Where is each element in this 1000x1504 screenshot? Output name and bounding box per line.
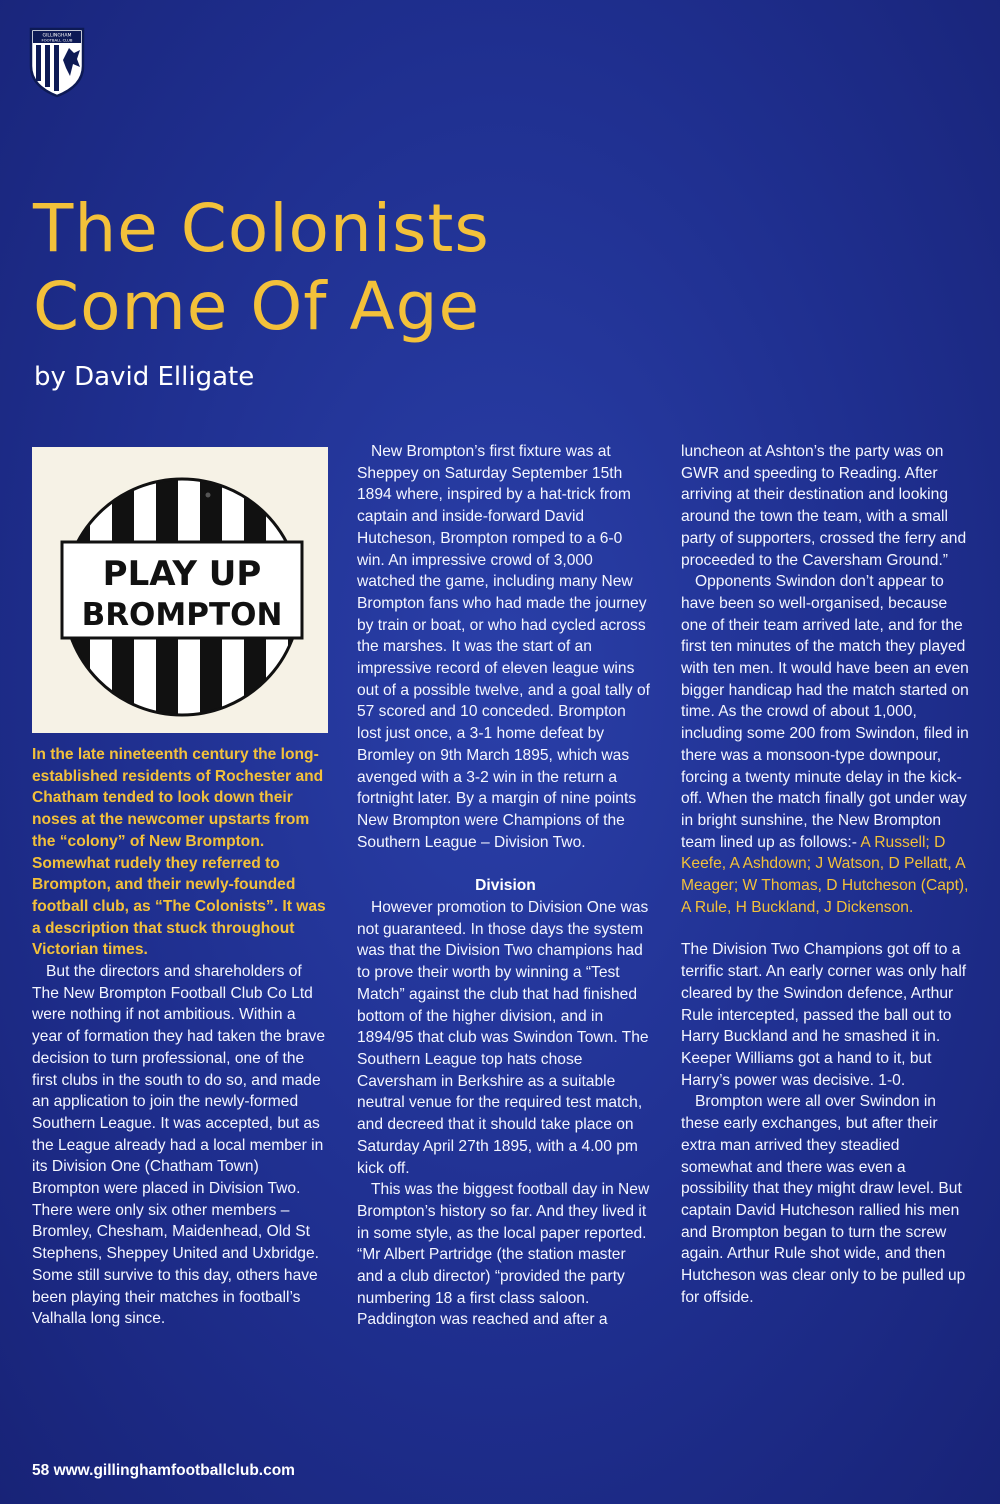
body-paragraph-3: However promotion to Division One was not guaranteed. In those days the system was that the Division Two champions had to prove their worth by winning a “Test Match” against the club that had finished bottom of the higher division, and in 1894/95 that club was Swindon Town. The Southern League top hats chose Caversham in Berkshire as a suitable neutral venue for the required test match, and decreed that it should take place on Saturday April 27th 1895, with a 4.00 pm kick off. <box>357 899 649 1177</box>
badge-line-1: PLAY UP <box>102 554 262 594</box>
byline: by David Elligate <box>34 362 255 392</box>
footer-url[interactable]: www.gillinghamfootballclub.com <box>53 1462 295 1479</box>
title-line-2: Come Of Age <box>33 268 481 345</box>
body-paragraph-6 <box>681 571 971 918</box>
club-crest-icon <box>28 26 86 98</box>
article-column-1 <box>32 744 328 1330</box>
badge-line-2: BROMPTON <box>81 597 283 633</box>
article-column-3 <box>681 441 971 1308</box>
page-number: 58 <box>32 1462 50 1479</box>
page-footer <box>32 1462 295 1480</box>
body-paragraph-2: New Brompton’s first fixture was at Sheppey on Saturday September 15th 1894 where, inspired by a hat-trick from captain and inside-forward David Hutcheson, Brompton romped to a 6-0 win. An impressive crowd of 3,000 watched the game, including many New Brompton fans who had made the journey by train or boat, or who had cycled across the marshes. It was the start of an impressive record of eleven league wins out of a possible twelve, and a goal tally of 57 scored and 10 conceded. Brompton lost just once, a 3-1 home defeat by Bromley on 9th March 1895, which was avenged with a 3-2 win in the return a fortnight later. By a margin of nine points New Brompton were Champions of the Southern League – Division Two. <box>357 443 650 851</box>
body-paragraph-1: But the directors and shareholders of The New Brompton Football Club Co Ltd were nothing if not ambitious. Within a year of formation they had taken the brave decision to turn professional, one of the first clubs in the south to do so, and made an application to join the newly-formed Southern League. It was accepted, but as the League already had a local member in its Division One (Chatham Town) Brompton were placed in Division Two. There were only six other members – Bromley, Chesham, Maidenhead, Old St Stephens, Sheppey United and Uxbridge. Some still survive to this day, others have been playing their matches in football’s Valhalla long since. <box>32 963 325 1328</box>
body-paragraph-7: The Division Two Champions got off to a terrific start. An early corner was only half cleared by the Swindon defence, Arthur Rule intercepted, passed the ball out to Harry Buckland and he smashed it in. Keeper Williams got a hand to it, but Harry’s power was decisive. 1-0. <box>681 941 967 1089</box>
body-paragraph-4: This was the biggest football day in New Brompton’s history so far. And they lived it in some style, as the local paper reported. “Mr Albert Partridge (the station master and a club director) “provided the party numbering 18 a first class saloon. Paddington was reached and after a <box>357 1181 650 1329</box>
crest-text-top: GILLINGHAM <box>42 33 72 39</box>
paragraph-6-text: Opponents Swindon don’t appear to have been so well-organised, because one of their team arrived late, and for the first ten minutes of the match they played with ten men. It would have been an even bigger handicap had the match started on time. As the crowd of about 1,000, including some 200 from Swindon, filed in there was a monsoon-type downpour, forcing a twenty minute delay in the kick-off. When the match finally got under way in bright sunshine, the New Brompton team lined up as follows:- <box>681 573 969 851</box>
lead-paragraph: In the late nineteenth century the long-established residents of Rochester and Chatham tended to look down their noses at the newcomer upstarts from the “colony” of New Brompton. Somewhat rudely they referred to Brompton, and their newly-founded football club, as “The Colonists”. It was a description that stuck throughout Victorian times. <box>32 746 326 959</box>
article-title <box>33 190 490 346</box>
title-line-1: The Colonists <box>33 190 490 267</box>
badge-pin-icon <box>206 493 211 498</box>
article-column-2 <box>357 441 654 1331</box>
section-subhead: Division <box>475 877 536 895</box>
crest-text-bottom: FOOTBALL CLUB <box>41 37 73 43</box>
play-up-brompton-badge <box>32 447 328 733</box>
team-lineup: A Russell; D Keefe, A Ashdown; J Watson, D Pellatt, A Meager; W Thomas, D Hutcheson (Capt), A Rule, H Buckland, J Dickenson. <box>681 833 969 916</box>
body-paragraph-8: Brompton were all over Swindon in these early exchanges, but after their extra man arrived they steadied somewhat and there was even a possibility that they might draw level. But captain David Hutcheson rallied his men and Brompton began to turn the screw again. Arthur Rule shot wide, and then Hutcheson was clear only to be pulled up for offside. <box>681 1093 966 1306</box>
body-paragraph-5: luncheon at Ashton’s the party was on GWR and speeding to Reading. After arriving at their destination and looking around the town the team, with a small party of supporters, crossed the ferry and proceeded to the Caversham Ground.” <box>681 443 967 569</box>
